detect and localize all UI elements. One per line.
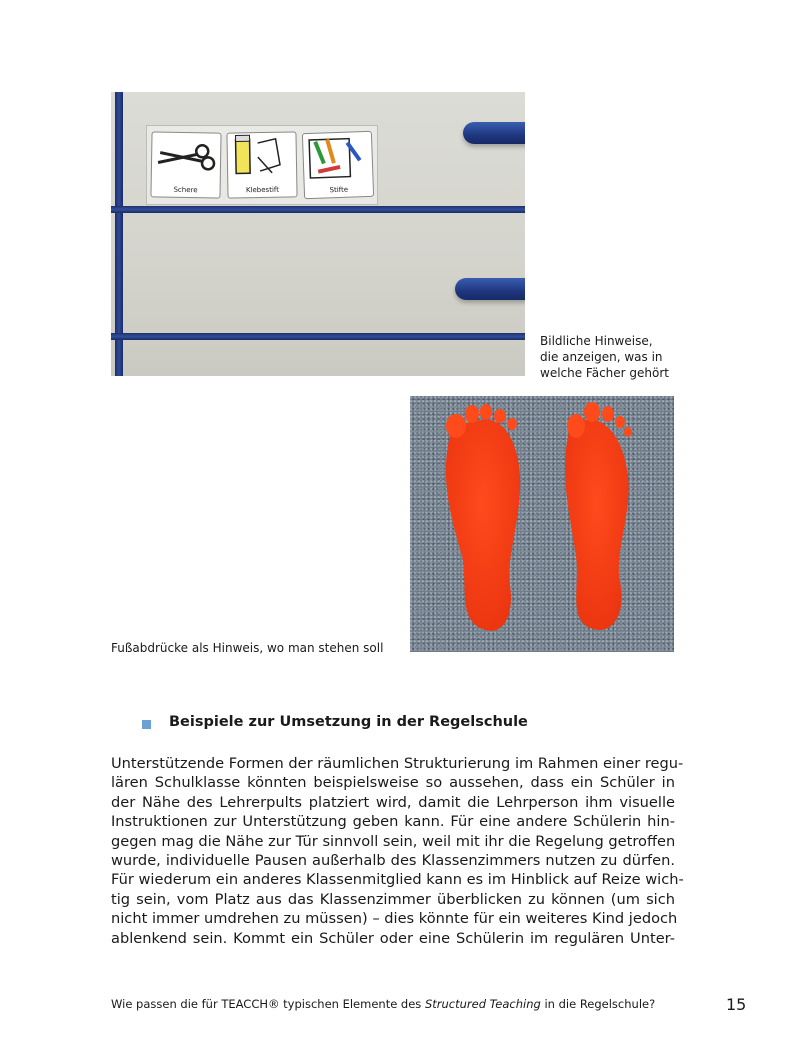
footprints-photo [410,396,674,652]
picture-card-strip [146,125,378,205]
running-footer [111,997,655,1011]
body-line: nicht immer umdrehen zu müssen) – dies könnte für ein weiteres Kind jedoch [111,910,678,928]
body-line: Für wiederum ein anderes Klassenmitglied kann es im Hinblick auf Reize wich- [111,871,684,889]
left-footprint [446,404,520,631]
caption-footprints: Fußabdrücke als Hinweis, wo man stehen soll [111,641,384,655]
caption-drawers-line-2: die anzeigen, was in [540,350,663,364]
body-line: lären Schulklasse könnten beispielsweise so aussehen, dass ein Schüler in [111,774,675,792]
body-line: Unterstützende Formen der räumlichen Strukturierung im Rahmen einer regu- [111,755,684,772]
picture-card-gluestick [226,131,297,198]
body-line: tig sein, vom Platz aus das Klassenzimmer überblicken zu können (um sich [111,890,675,908]
caption-drawers [540,333,669,381]
drawers-photo [111,92,525,376]
body-line: wurde, individuelle Pausen außerhalb des Klassenzimmers nutzen zu dürfen. [111,852,675,870]
drawer-frame-divider-2 [111,333,525,340]
caption-drawers-line-1: Bildliche Hinweise, [540,334,653,348]
body-line: ablenkend sein. Kommt ein Schüler oder eine Schülerin im regulären Unter- [111,929,675,947]
footer-italic-title: Structured Teaching [424,997,541,1011]
pencils-icon [303,132,373,184]
body-paragraph [111,754,684,948]
body-line: Instruktionen zur Unterstützung geben kann. Für eine andere Schülerin hin- [111,813,675,831]
body-line: der Nähe des Lehrerpults platziert wird, damit die Lehrperson ihm visuelle [111,793,675,811]
card-label-gluestick: Klebestift [245,185,280,195]
page-number: 15 [726,995,747,1014]
picture-card-pencils [302,131,374,199]
section-bullet-square [142,720,151,729]
card-label-scissors: Schere [173,185,198,195]
drawer-handle-top [463,122,525,144]
right-footprint [565,402,632,630]
section-heading: Beispiele zur Umsetzung in der Regelschule [169,714,528,730]
footer-prefix: Wie passen die für TEACCH® typischen Elemente des [111,997,425,1011]
drawer-handle-middle [455,278,525,300]
footer-suffix: in die Regelschule? [540,997,656,1011]
footprints-illustration [410,396,674,652]
drawer-frame-divider-1 [111,206,525,213]
gluestick-icon [227,132,296,183]
picture-card-scissors [150,131,221,198]
card-label-pencils: Stifte [329,185,349,195]
body-line: gegen mag die Nähe zur Tür sinnvoll sein, weil mit ihr die Regelung getroffen [111,832,676,850]
caption-drawers-line-3: welche Fächer gehört [540,366,670,380]
scissors-icon [152,132,221,183]
